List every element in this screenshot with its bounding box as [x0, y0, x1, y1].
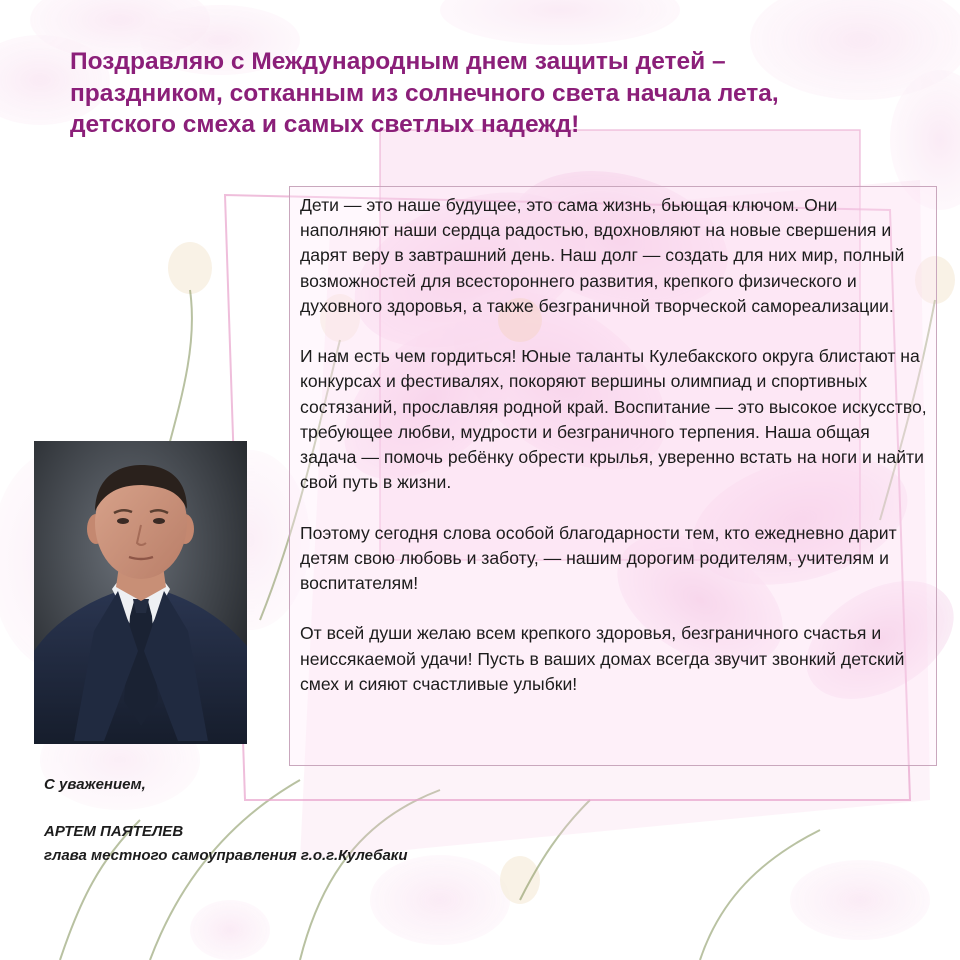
- signature-name: АРТЕМ ПАЯТЕЛЕВ: [44, 823, 184, 840]
- letter-paragraph: Дети — это наше будущее, это сама жизнь, бьющая ключом. Они наполняют наши сердца радостью, вдохновляют на новые свершения и дарят веру в завтрашний день. Наш долг — создать для них мир, полный возможностей для всестороннего развития, крепкого физического и духовного здоровья, а также безграничной творческой самореализации.: [300, 195, 905, 316]
- signature-block: [44, 776, 644, 864]
- letter-paragraph: Поэтому сегодня слова особой благодарности тем, кто ежедневно дарит детям свою любовь и заботу, — нашим дорогим родителям, учителям и воспитателям!: [300, 522, 897, 594]
- signature-greeting: С уважением,: [44, 776, 146, 793]
- letter-paragraph: И нам есть чем гордиться! Юные таланты Кулебакского округа блистают на конкурсах и фестивалях, покоряют вершины олимпиад и спортивных состязаний, прославляя родной край. Воспитание — это высокое искусство, требующее любви, мудрости и безграничного терпения. Наша общая задача — помочь ребёнку обрести крылья, уверенно встать на ноги и найти свой путь в жизни.: [300, 346, 927, 493]
- letter-paragraph: От всей души желаю всем крепкого здоровья, безграничного счастья и неиссякаемой удачи! Пусть в ваших домах всегда звучит звонкий детский смех и сияют счастливые улыбки!: [300, 623, 905, 694]
- greeting-headline: Поздравляю с Международным днем защиты детей – праздником, сотканным из солнечного света начала лета, детского смеха и самых светлых надежд!: [70, 48, 779, 138]
- signature-position: глава местного самоуправления г.о.г.Кулебаки: [44, 847, 408, 864]
- portrait-photo: [34, 441, 247, 744]
- letter-body: [300, 193, 930, 722]
